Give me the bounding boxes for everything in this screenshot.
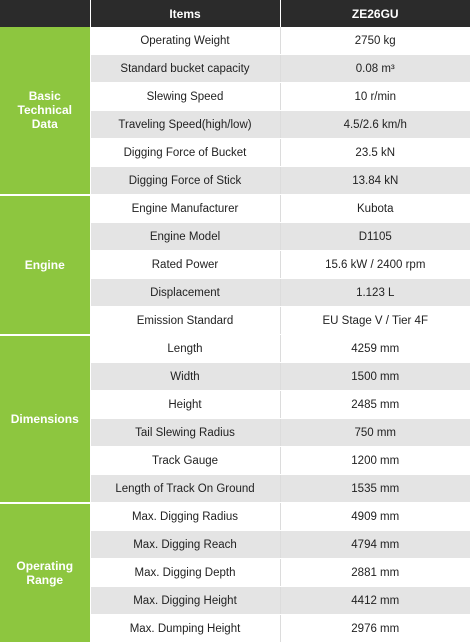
spec-value: 15.6 kW / 2400 rpm: [280, 251, 470, 279]
spec-item: Tail Slewing Radius: [90, 419, 280, 447]
spec-value: 4259 mm: [280, 335, 470, 363]
header-row: [0, 0, 470, 27]
spec-value: 13.84 kN: [280, 167, 470, 195]
spec-item: Height: [90, 391, 280, 419]
spec-item: Digging Force of Stick: [90, 167, 280, 195]
table-row: [0, 27, 470, 55]
spec-item: Slewing Speed: [90, 83, 280, 111]
header-corner: [0, 0, 90, 27]
spec-item: Rated Power: [90, 251, 280, 279]
spec-value: 0.08 m³: [280, 55, 470, 83]
spec-value: 4909 mm: [280, 503, 470, 531]
section-label: Dimensions: [0, 335, 90, 503]
spec-value: 750 mm: [280, 419, 470, 447]
spec-item: Width: [90, 363, 280, 391]
header-model: ZE26GU: [280, 0, 470, 27]
spec-item: Displacement: [90, 279, 280, 307]
spec-item: Traveling Speed(high/low): [90, 111, 280, 139]
spec-item: Digging Force of Bucket: [90, 139, 280, 167]
spec-item: Max. Digging Reach: [90, 531, 280, 559]
spec-value: 23.5 kN: [280, 139, 470, 167]
spec-value: Kubota: [280, 195, 470, 223]
spec-value: 1500 mm: [280, 363, 470, 391]
section-label: Basic Technical Data: [0, 27, 90, 195]
spec-item: Length of Track On Ground: [90, 475, 280, 503]
table-row: [0, 503, 470, 531]
spec-value: 4.5/2.6 km/h: [280, 111, 470, 139]
spec-value: 1535 mm: [280, 475, 470, 503]
spec-value: 2881 mm: [280, 559, 470, 587]
table-row: [0, 335, 470, 363]
spec-item: Max. Digging Depth: [90, 559, 280, 587]
spec-item: Length: [90, 335, 280, 363]
spec-value: 1.123 L: [280, 279, 470, 307]
spec-item: Max. Digging Radius: [90, 503, 280, 531]
spec-value: 4794 mm: [280, 531, 470, 559]
spec-item: Engine Model: [90, 223, 280, 251]
spec-item: Operating Weight: [90, 27, 280, 55]
spec-value: 2750 kg: [280, 27, 470, 55]
spec-value: 2976 mm: [280, 615, 470, 643]
spec-item: Engine Manufacturer: [90, 195, 280, 223]
table-body: [0, 27, 470, 643]
spec-item: Emission Standard: [90, 307, 280, 335]
table-row: [0, 195, 470, 223]
spec-item: Track Gauge: [90, 447, 280, 475]
spec-value: 4412 mm: [280, 587, 470, 615]
spec-value: D1105: [280, 223, 470, 251]
table-header: [0, 0, 470, 27]
section-label: Engine: [0, 195, 90, 335]
section-label: Operating Range: [0, 503, 90, 643]
spec-item: Max. Dumping Height: [90, 615, 280, 643]
spec-value: 1200 mm: [280, 447, 470, 475]
spec-value: 2485 mm: [280, 391, 470, 419]
header-items: Items: [90, 0, 280, 27]
spec-item: Max. Digging Height: [90, 587, 280, 615]
spec-value: 10 r/min: [280, 83, 470, 111]
spec-item: Standard bucket capacity: [90, 55, 280, 83]
spec-value: EU Stage V / Tier 4F: [280, 307, 470, 335]
